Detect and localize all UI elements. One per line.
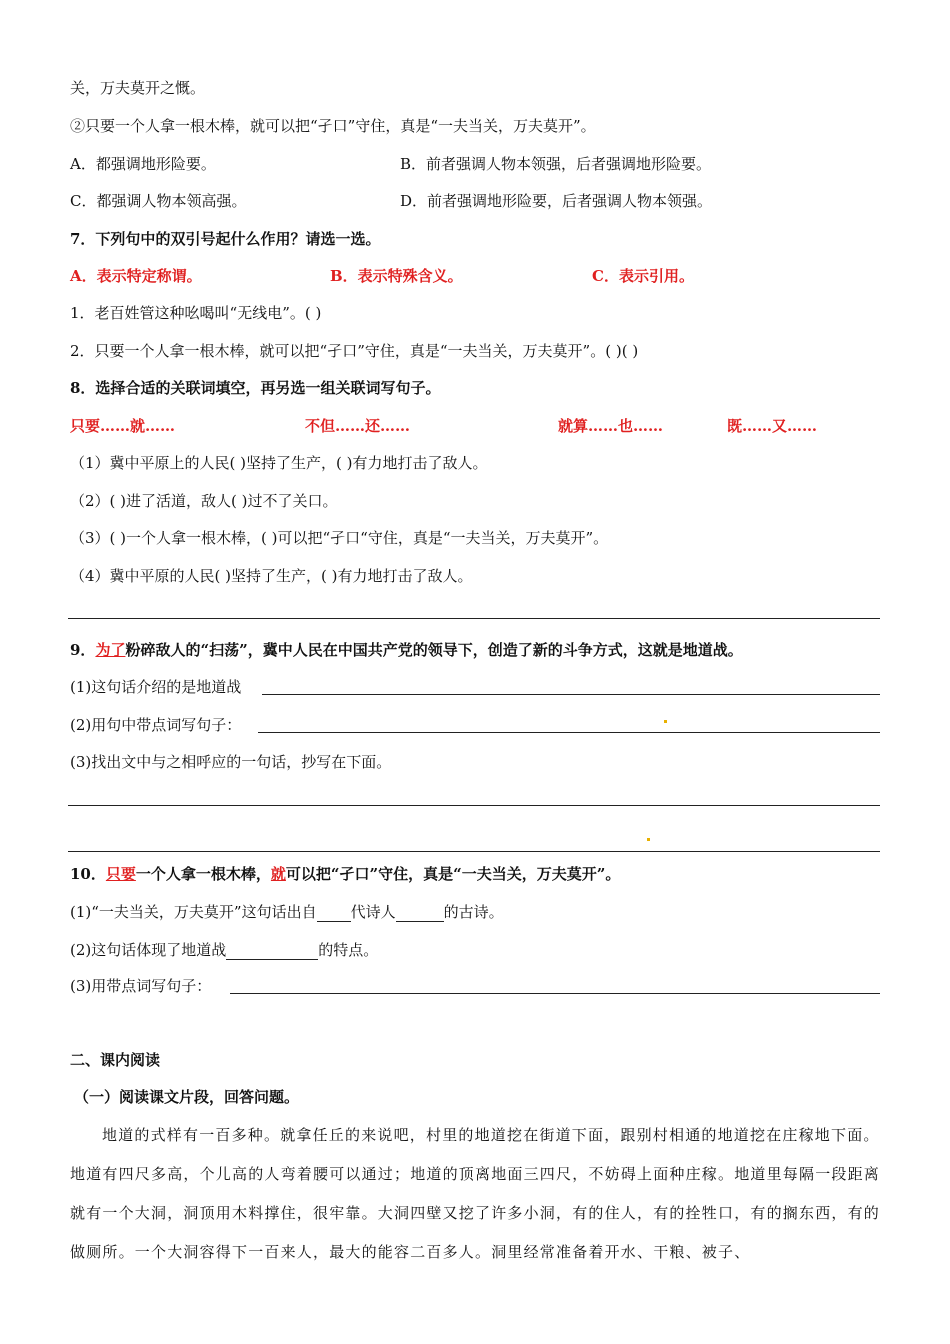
q9-title <box>70 640 743 660</box>
marker-dot <box>664 720 667 723</box>
q9-text: 粉碎敌人的“扫荡”，冀中人民在中国共产党的领导下，创造了新的斗争方式，这就是地道战。 <box>125 641 743 659</box>
q9-part-3-line-2[interactable] <box>68 851 880 852</box>
q10-keyword-2: 就 <box>270 865 286 883</box>
q7-option-c: C．表示引用。 <box>592 267 694 285</box>
q8-sentence-2: （2）( )进了活道，敌人( )过不了关口。 <box>70 492 338 510</box>
q10-part-1-text-b: 代诗人 <box>350 903 396 921</box>
q9-part-2-blank[interactable] <box>258 732 880 733</box>
q8-title: 8．选择合适的关联词填空，再另选一组关联词写句子。 <box>70 379 441 397</box>
q8-answer-line[interactable] <box>68 618 880 619</box>
q6-option-c: C．都强调人物本领高强。 <box>70 192 247 210</box>
q10-part-3-blank[interactable] <box>230 993 880 994</box>
q6-sentence-2: ②只要一个人拿一根木棒，就可以把“孑口”守住，真是“一夫当关，万夫莫开”。 <box>70 117 596 135</box>
q10-poet-blank[interactable] <box>396 904 444 922</box>
q10-text: 可以把“孑口”守住，真是“一夫当关，万夫莫开”。 <box>285 865 621 883</box>
q10-text-mid: 一个人拿一根木棒， <box>135 865 271 883</box>
q9-part-1-blank[interactable] <box>262 694 880 695</box>
q8-conjunction-3: 就算……也…… <box>558 417 664 435</box>
q9-part-1 <box>70 677 241 697</box>
q10-part-2 <box>70 940 378 960</box>
q10-part-2-text-b: 的特点。 <box>318 941 379 959</box>
q9-number: 9． <box>70 641 96 659</box>
q7-option-b: B．表示特殊含义。 <box>330 267 463 285</box>
q10-part-2-text-a: (2)这句话体现了地道战 <box>70 941 227 959</box>
q8-conjunction-1: 只要……就…… <box>70 417 176 435</box>
q10-part-1 <box>70 902 504 922</box>
q7-sentence-1: 1．老百姓管这种吆喝叫“无线电”。( ) <box>70 304 322 322</box>
section-2-title: 二、课内阅读 <box>70 1051 161 1069</box>
q10-title <box>70 864 620 884</box>
q10-feature-blank[interactable] <box>226 942 318 960</box>
q7-sentence-2: 2．只要一个人拿一根木棒，就可以把“孑口”守住，真是“一夫当关，万夫莫开”。( )( ) <box>70 342 639 360</box>
q7-title: 7．下列句中的双引号起什么作用？请选一选。 <box>70 230 381 248</box>
q6-option-b: B．前者强调人物本领强，后者强调地形险要。 <box>400 155 712 173</box>
q10-part-3-label: (3)用带点词写句子： <box>70 977 212 995</box>
q8-sentence-4: （4）冀中平原的人民( )坚持了生产，( )有力地打击了敌人。 <box>70 567 473 585</box>
q7-option-a: A．表示特定称谓。 <box>70 267 202 285</box>
q8-sentence-3: （3）( )一个人拿一根木棒，( )可以把“孑口“守住，真是“一夫当关，万夫莫开”。 <box>70 529 609 547</box>
q9-part-3-label: (3)找出文中与之相呼应的一句话，抄写在下面。 <box>70 753 392 771</box>
q6-option-d: D．前者强调地形险要，后者强调人物本领强。 <box>400 192 713 210</box>
q6-option-a: A．都强调地形险要。 <box>70 155 216 173</box>
q10-part-1-text-c: 的古诗。 <box>443 903 504 921</box>
q10-keyword-1: 只要 <box>105 865 136 883</box>
q10-part-1-text-a: (1)“一夫当关，万夫莫开”这句话出自 <box>70 903 317 921</box>
q10-number: 10． <box>70 865 106 883</box>
q8-conjunction-2: 不但……还…… <box>305 417 411 435</box>
q9-part-1-label: (1)这句话介绍的是地道战 <box>70 678 242 696</box>
q10-dynasty-blank[interactable] <box>317 904 351 922</box>
section-2-subtitle: （一）阅读课文片段，回答问题。 <box>74 1088 300 1106</box>
q9-part-2-label: (2)用句中带点词写句子： <box>70 716 242 734</box>
q6-line-continued: 关，万夫莫开之慨。 <box>70 79 206 97</box>
q9-keyword: 为了 <box>95 641 126 659</box>
marker-dot <box>647 838 650 841</box>
q9-part-3-line-1[interactable] <box>68 805 880 806</box>
reading-passage: 地道的式样有一百多种。就拿任丘的来说吧，村里的地道挖在街道下面，跟别村相通的地道挖在庄稼地下面。地道有四尺多高，个儿高的人弯着腰可以通过；地道的顶离地面三四尺，不妨碍上面种庄稼。地道里每隔一段距离就有一个大洞，洞顶用木料撑住，很牢靠。大洞四壁又挖了许多小洞，有的住人，有的拴牲口，有的搁东西，有的做厕所。一个大洞容得下一百来人，最大的能容二百多人。洞里经常准备着开水、干粮、被子、 <box>70 1126 881 1261</box>
q8-sentence-1: （1）冀中平原上的人民( )坚持了生产，( )有力地打击了敌人。 <box>70 454 488 472</box>
q8-conjunction-4: 既……又…… <box>727 417 818 435</box>
